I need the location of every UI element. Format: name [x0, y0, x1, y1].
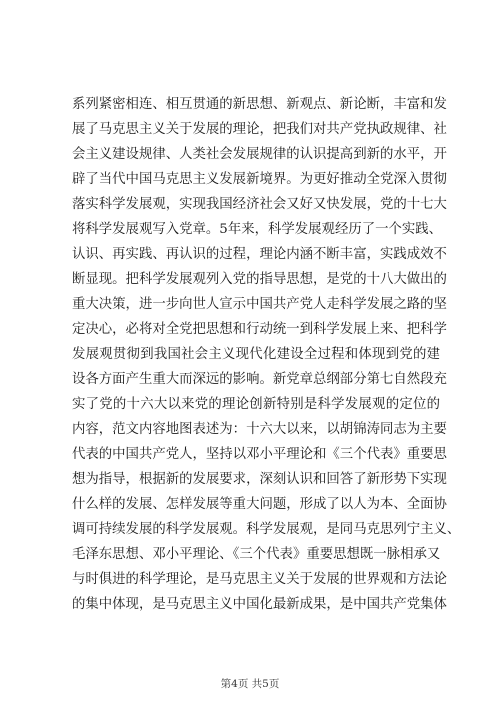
- text-line: 设各方面产生重大而深远的影响。新党章总纲部分第七自然段充: [72, 372, 447, 387]
- body-text: [72, 92, 461, 617]
- text-line: 系列紧密相连、相互贯通的新思想、新观点、新论断，丰富和发: [72, 97, 447, 112]
- text-line: 实了党的十六大以来党的理论创新特别是科学发展观的定位的: [72, 397, 440, 412]
- text-line: 毛泽东思想、邓小平理论、《三个代表》重要思想既一脉相承又: [72, 547, 441, 562]
- text-line: 代表的中国共产党人，坚持以邓小平理论和《三个代表》重要思: [72, 447, 447, 462]
- text-line: 落实科学发展观，实现我国经济社会又好又快发展，党的十七大: [72, 197, 447, 212]
- text-line: 展了马克思主义关于发展的理论，把我们对共产党执政规律、社: [72, 122, 447, 137]
- text-line: 与时俱进的科学理论，是马克思主义关于发展的世界观和方法论: [72, 572, 447, 587]
- text-line: 内容，范文内容地图表述为：十六大以来，以胡锦涛同志为主要: [72, 422, 447, 437]
- page-number-footer: 第4页 共5页: [220, 678, 280, 690]
- text-line: 认识、再实践、再认识的过程，理论内涵不断丰富，实践成效不: [72, 247, 447, 262]
- text-line: 想为指导，根据新的发展要求，深刻认识和回答了新形势下实现: [72, 472, 447, 487]
- text-line: 发展观贯彻到我国社会主义现代化建设全过程和体现到党的建: [72, 347, 440, 362]
- text-line: 什么样的发展、怎样发展等重大问题，形成了以人为本、全面协: [72, 497, 447, 512]
- text-line: 将科学发展观写入党章。5年来，科学发展观经历了一个实践、: [72, 222, 443, 237]
- text-line: 的集中体现，是马克思主义中国化最新成果，是中国共产党集体: [72, 597, 447, 612]
- text-line: 重大决策，进一步向世人宣示中国共产党人走科学发展之路的坚: [72, 297, 447, 312]
- text-line: 调可持续发展的科学发展观。科学发展观，是同马克思列宁主义、: [72, 522, 461, 537]
- text-line: 辟了当代中国马克思主义发展新境界。为更好推动全党深入贯彻: [72, 172, 447, 187]
- text-line: 断显现。把科学发展观列入党的指导思想，是党的十八大做出的: [72, 272, 447, 287]
- text-line: 定决心，必将对全党把思想和行动统一到科学发展上来、把科学: [72, 322, 447, 337]
- text-line: 会主义建设规律、人类社会发展规律的认识提高到新的水平，开: [72, 147, 447, 162]
